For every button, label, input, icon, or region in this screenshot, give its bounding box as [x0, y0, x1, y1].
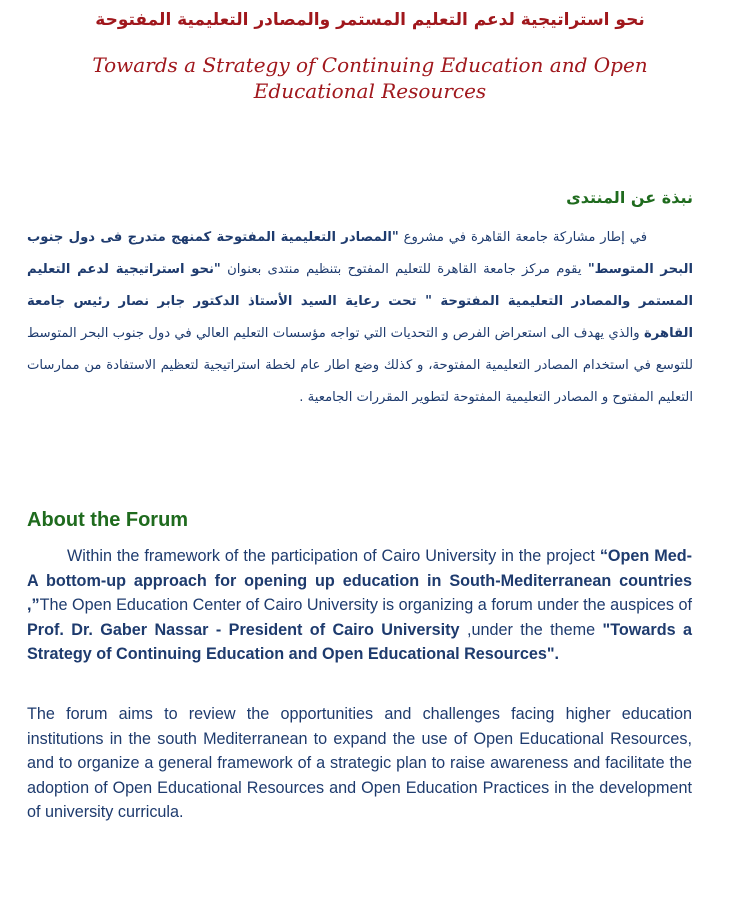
english-paragraph-2: The forum aims to review the opportunities and challenges facing higher education institutions in the south Mediterranean to expand the use of Open Educational Resources, and to organize a general framework of a strategic plan to raise awareness and facilitate the adoption of Open Educational Resources and Open Education Practices in the development of university curricula. [27, 705, 692, 821]
arabic-bold-project-name: "المصادر التعليمية المفتوحة كمنهج متدرج فى دول جنوب البحر المتوسط" [27, 230, 693, 277]
arabic-text-3: والذي يهدف الى استعراض الفرص و التحديات التي تواجه مؤسسات التعليم العالي في دول جنوب البحر المتوسط للتوسع في استخدام المصادر التعليمية المفتوحة، و كذلك وضع اطار عام لخطة استراتيجية لتعظيم الاستفادة من ممارسات التعليم المفتوح و المصادر التعليمية المفتوحة لتطوير المقررات الجامعية . [27, 326, 693, 405]
arabic-section-heading: نبذة عن المنتدى [566, 188, 693, 207]
english-text-3: ,under the theme [459, 620, 603, 639]
arabic-bold-forum-title: "نحو استراتيجية لدعم التعليم المستمر والمصادر التعليمية المفتوحة " تحت رعاية السيد الأستاذ الدكتور جابر نصار رئيس جامعة القاهرة [27, 262, 693, 341]
english-paragraph-1 [27, 544, 692, 667]
arabic-paragraph [27, 222, 693, 414]
english-text-2: The Open Education Center of Cairo University is organizing a forum under the auspices of [39, 596, 692, 614]
english-bold-patron: Prof. Dr. Gaber Nassar - President of Cairo University [27, 620, 460, 639]
arabic-text-2: يقوم مركز جامعة القاهرة للتعليم المفتوح بتنظيم منتدى بعنوان [220, 262, 588, 277]
english-text-1: Within the framework of the participation of Cairo University in the project [67, 547, 600, 565]
english-bold-theme: "Towards a Strategy of Continuing Education and Open Educational Resources". [27, 620, 692, 663]
english-section-heading: About the Forum [27, 509, 189, 531]
english-title: Towards a Strategy of Continuing Education and Open Educational Resources [92, 53, 648, 103]
arabic-title: نحو استراتيجية لدعم التعليم المستمر والمصادر التعليمية المفتوحة [95, 10, 645, 30]
english-bold-project-name: “Open Med- A bottom-up approach for opening up education in South-Mediterranean countries ,” [27, 547, 693, 614]
arabic-text-1: في إطار مشاركة جامعة القاهرة في مشروع [398, 230, 647, 245]
